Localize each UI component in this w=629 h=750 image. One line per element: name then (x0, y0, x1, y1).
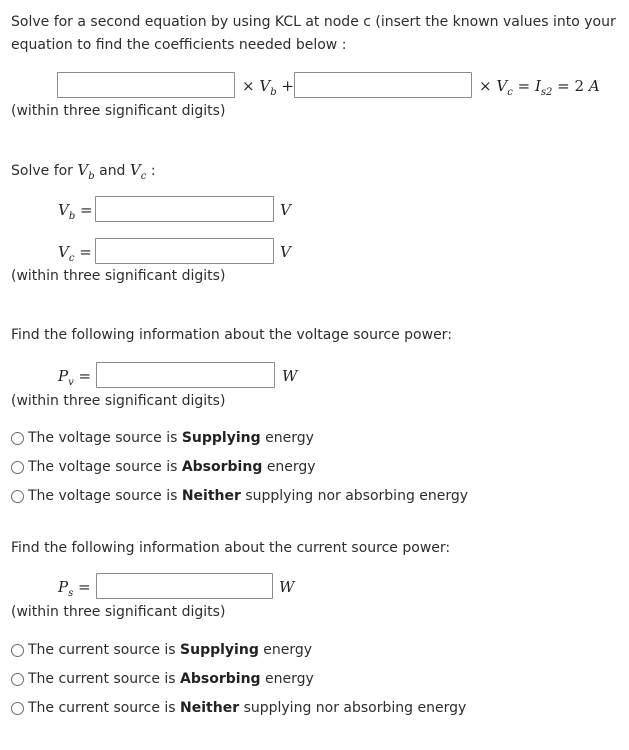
vc-label-symbol: V (58, 243, 69, 261)
kcl-prompt-line2: equation to find the coefficients needed below : (11, 37, 347, 53)
ps-subscript: s (68, 588, 74, 599)
times-sign: × (479, 77, 492, 95)
vb-input[interactable] (95, 196, 274, 222)
isource-option-absorbing[interactable] (11, 671, 314, 687)
vc-equals: = (79, 243, 92, 261)
plus-sign: + (281, 77, 294, 95)
ps-input[interactable] (96, 573, 273, 599)
vb-label-symbol: V (58, 201, 69, 219)
ps-label (58, 578, 91, 599)
vsource-heading: Find the following information about the voltage source power: (11, 327, 452, 343)
pv-input[interactable] (96, 362, 275, 388)
option-text-bold: Neither (181, 488, 241, 504)
solve-heading (11, 161, 156, 182)
solve-heading-vb: V (77, 161, 89, 179)
vb-symbol: V (259, 77, 271, 95)
radio-button-icon[interactable] (11, 673, 24, 686)
option-text-bold: Supplying (181, 430, 261, 446)
solve-heading-prefix: Solve for (11, 163, 73, 179)
is2-symbol: I (534, 77, 541, 95)
option-text-post: energy (265, 671, 314, 687)
option-text-pre: The voltage source is (28, 430, 178, 446)
solve-heading-colon: : (150, 163, 156, 179)
option-text-bold: Absorbing (181, 459, 263, 475)
kcl-coefficient-vc-input[interactable] (294, 72, 472, 98)
option-text-bold: Absorbing (180, 671, 261, 687)
vsource-option-neither[interactable] (11, 488, 468, 504)
kcl-prompt-line1: Solve for a second equation by using KCL at node c (insert the known values into your (11, 14, 616, 30)
kcl-precision-note: (within three significant digits) (11, 103, 226, 119)
radio-button-icon[interactable] (11, 644, 24, 657)
vb-label (58, 201, 93, 222)
kcl-term-vb (242, 77, 294, 98)
times-sign: × (242, 77, 255, 95)
vb-unit: V (280, 201, 291, 219)
option-text-pre: The current source is (28, 700, 176, 716)
ps-equals: = (78, 578, 91, 596)
vsource-option-absorbing[interactable] (11, 459, 316, 475)
solve-heading-vb-sub: b (88, 171, 95, 182)
option-text-pre: The current source is (28, 642, 176, 658)
pv-symbol: P (58, 367, 69, 385)
ps-unit: W (279, 578, 295, 596)
option-text-post: supplying nor absorbing energy (243, 700, 467, 716)
vsource-option-supplying[interactable] (11, 430, 314, 446)
isource-option-supplying[interactable] (11, 642, 312, 658)
pv-equals: = (78, 367, 92, 385)
solve-heading-and: and (99, 163, 126, 179)
solve-heading-vc: V (129, 161, 141, 179)
radio-button-icon[interactable] (11, 702, 24, 715)
vc-label (58, 243, 92, 264)
option-text-post: energy (266, 459, 316, 475)
radio-button-icon[interactable] (11, 461, 24, 474)
solve-heading-vc-sub: c (140, 171, 147, 182)
equals-sign: = (517, 77, 531, 95)
option-text-bold: Supplying (180, 642, 259, 658)
kcl-term-vc (479, 77, 600, 98)
vc-label-sub: c (68, 253, 75, 264)
solve-precision-note: (within three significant digits) (11, 268, 226, 284)
option-text-pre: The current source is (28, 671, 176, 687)
ps-symbol: P (58, 578, 69, 596)
vc-input[interactable] (95, 238, 274, 264)
vb-label-sub: b (68, 211, 76, 222)
pv-unit: W (282, 367, 298, 385)
is2-subscript: s2 (540, 87, 553, 98)
option-text-bold: Neither (180, 700, 240, 716)
option-text-pre: The voltage source is (28, 459, 178, 475)
vc-symbol: V (496, 77, 508, 95)
option-text-post: energy (265, 430, 314, 446)
option-text-post: energy (263, 642, 313, 658)
is2-value: = 2 (557, 77, 585, 95)
kcl-coefficient-vb-input[interactable] (57, 72, 235, 98)
option-text-pre: The voltage source is (28, 488, 178, 504)
vc-subscript: c (507, 87, 513, 98)
vc-unit: V (280, 243, 291, 261)
radio-button-icon[interactable] (11, 490, 24, 503)
vsource-precision-note: (within three significant digits) (11, 393, 226, 409)
pv-label (58, 367, 91, 388)
pv-subscript: v (68, 377, 74, 388)
vb-equals: = (80, 201, 93, 219)
isource-precision-note: (within three significant digits) (11, 604, 226, 620)
isource-option-neither[interactable] (11, 700, 466, 716)
option-text-post: supplying nor absorbing energy (245, 488, 469, 504)
radio-button-icon[interactable] (11, 432, 24, 445)
vb-subscript: b (270, 87, 277, 98)
isource-heading: Find the following information about the current source power: (11, 540, 451, 556)
is2-unit: A (588, 77, 600, 95)
